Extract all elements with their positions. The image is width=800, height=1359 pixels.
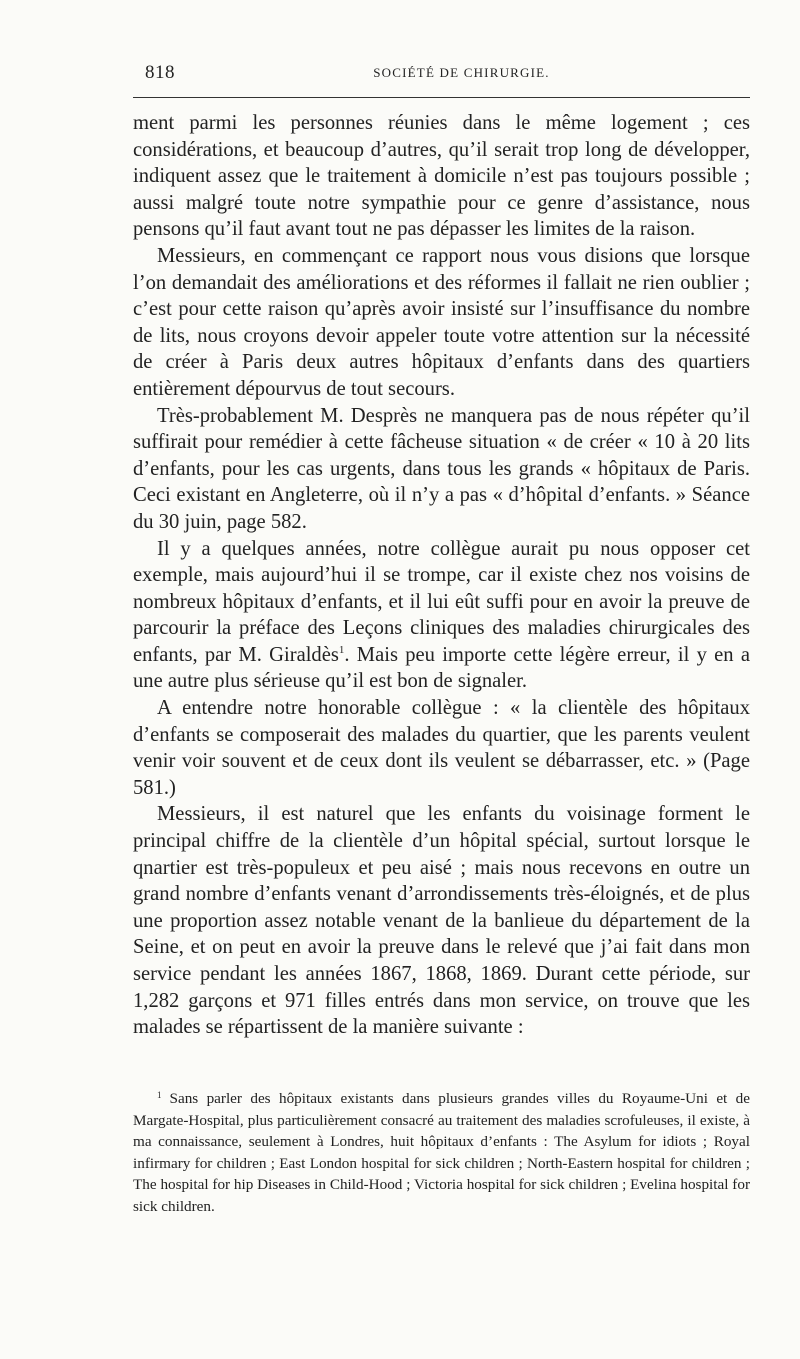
footnote-text: Sans parler des hôpitaux existants dans plusieurs grandes villes du Royaume-Uni et de Margate-Hospital, plus particulièrement consacré au traitement des maladies scrofuleuses, il existe, à ma connaissance, seulement à Londres, huit hôpitaux d’enfants : The Asylum for idiots ; Royal infirmary for children ; East London hospital for sick children ; North-Eastern hospital for children ; The hospital for hip Diseases in Child-Hood ; Victoria hospital for sick children ; Evelina hospital for sick children. — [133, 1090, 750, 1215]
page-header — [133, 60, 750, 90]
footnotes — [133, 1088, 750, 1217]
paragraph: Très-probablement M. Desprès ne manquera pas de nous répéter qu’il suffirait pour remédier à cette fâcheuse situation « de créer « 10 à 20 lits d’enfants, pour les cas urgents, dans tous les grands « hôpitaux de Paris. Ceci existant en Angleterre, où il n’y a pas « d’hôpital d’enfants. » Séance du 30 juin, page 582. — [133, 404, 750, 533]
body-text — [133, 110, 750, 1041]
paragraph: Messieurs, en commençant ce rapport nous vous disions que lorsque l’on demandait des améliorations et des réformes il fallait ne rien oublier ; c’est pour cette raison qu’après avoir insisté sur l’insuffisance du nombre de lits, nous croyons devoir appeler toute votre attention sur la nécessité de créer à Paris deux autres hôpitaux d’enfants dans des quartiers entièrement dépourvus de tout secours. — [133, 244, 750, 400]
footnote — [133, 1088, 750, 1217]
paragraph-text: . Mais peu importe cette légère erreur, il y en a une autre plus sérieuse qu’il est bon de signaler. — [133, 643, 750, 693]
footnote-reference[interactable]: 1 — [338, 643, 345, 656]
page-number: 818 — [145, 62, 175, 83]
header-rule — [133, 97, 750, 98]
paragraph — [133, 536, 750, 696]
footnote-marker: 1 — [157, 1090, 162, 1100]
paragraph: A entendre notre honorable collègue : « la clientèle des hôpitaux d’enfants se composerait des malades du quartier, que les parents veulent venir voir souvent et de ceux dont ils veulent se débarrasser, etc. » (Page 581.) — [133, 697, 750, 799]
paragraph-text: Il y a quelques années, notre collègue aurait pu nous opposer cet exemple, mais aujourd’hui il se trompe, car il existe chez nos voisins de nombreux hôpitaux d’enfants, et il lui eût suffi pour en avoir la preuve de parcourir la préface des Leçons cliniques des maladies chirurgicales des enfants, par M. Giraldès — [133, 537, 750, 666]
paragraph: Messieurs, il est naturel que les enfants du voisinage forment le principal chiffre de la clientèle d’un hôpital spécial, surtout lorsque le qnartier est très-populeux et peu aisé ; mais nous recevons en outre un grand nombre d’enfants venant d’arrondissements très-éloignés, et de plus une proportion assez notable venant de la banlieue du département de la Seine, et on peut en avoir la preuve dans le relevé que j’ai fait dans mon service pendant les années 1867, 1868, 1869. Durant cette période, sur 1,282 garçons et 971 filles entrés dans mon service, on trouve que les malades se répartissent de la manière suivante : — [133, 803, 750, 1039]
running-title: SOCIÉTÉ DE CHIRURGIE. — [373, 65, 550, 80]
paragraph: ment parmi les personnes réunies dans le même logement ; ces considérations, et beaucoup d’autres, qu’il serait trop long de développer, indiquent assez que le traitement à domicile n’est pas toujours possible ; aussi malgré toute notre sympathie pour ce genre d’assistance, nous pensons qu’il faut avant tout ne pas dépasser les limites de la raison. — [133, 112, 750, 241]
